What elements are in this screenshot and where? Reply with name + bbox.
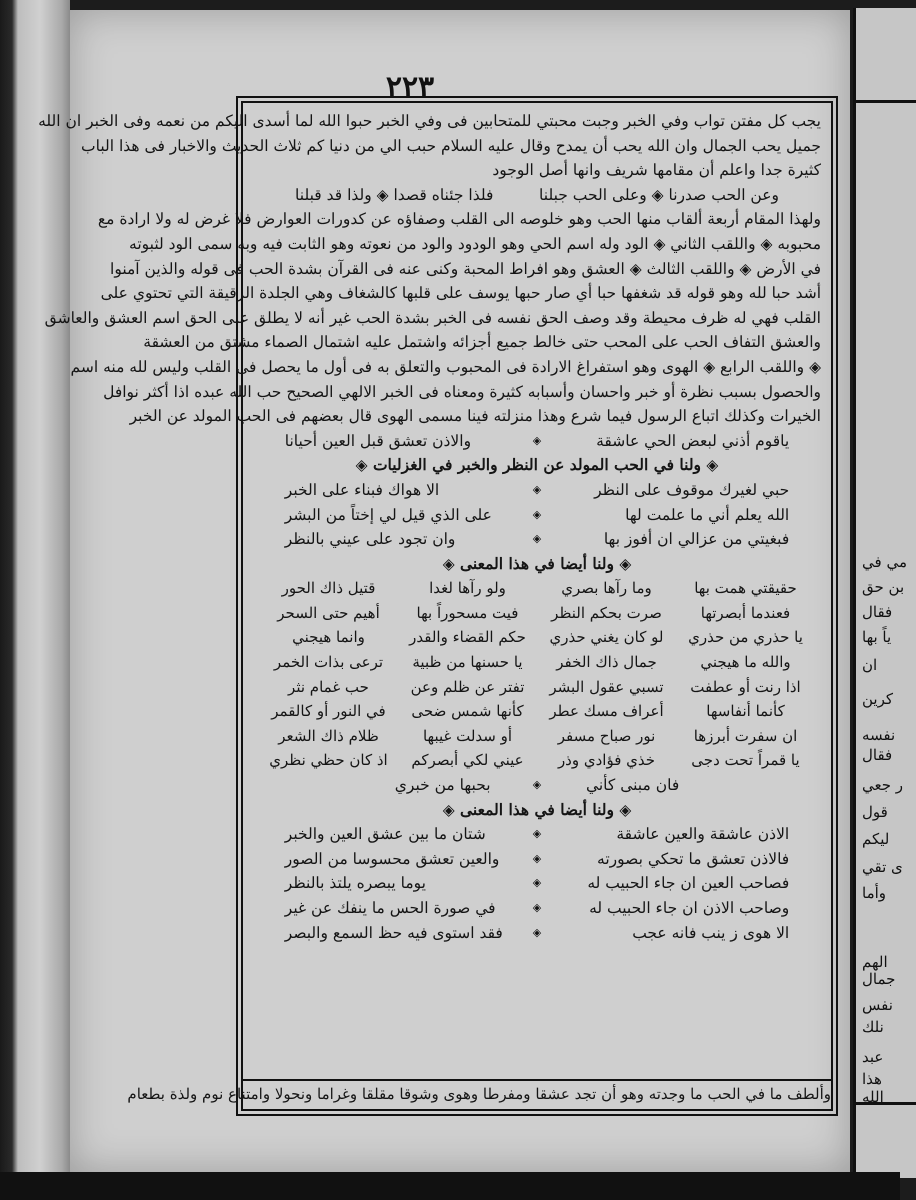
adjacent-page-fragment: الله — [862, 1088, 884, 1106]
verse-segment: أو سدلت غيبها — [422, 726, 513, 745]
verse-segment: تسبي عقول البشر — [549, 677, 664, 696]
prose-line: ◈ واللقب الرابع ◈ الهوى وهو استفراغ الارادة فى المحبوب والتعلق به فى أول ما يحصل فى القلب وليس لله منه اسم — [70, 357, 821, 376]
adjacent-page-fragment: ان — [862, 656, 878, 674]
verse-segment: فعندما أبصرتها — [700, 603, 791, 622]
adjacent-page-fragment: كرين — [862, 690, 894, 708]
verse-segment: يا حذري من حذري — [688, 628, 803, 647]
prose-line: محبوبه ◈ واللقب الثاني ◈ الود وله اسم الحي وهو الودود والود من نعوته وهو الثابت فيه وبه سمى الود لثبوته — [129, 234, 821, 253]
verse-segment: كأنما أنفاسها — [706, 702, 785, 721]
verse-hemistich: في صورة الحس ما ينفك عن غير — [284, 899, 496, 917]
verse-hemistich: وان تجود على عيني بالنظر — [284, 530, 456, 549]
adjacent-page-fragment: جمال — [862, 970, 896, 988]
book-gutter — [0, 0, 70, 1200]
star-separator-icon: ◈ — [532, 827, 542, 841]
prose-line: ولهذا المقام أربعة ألقاب منها الحب وهو خلوصه الى القلب وصفاؤه عن كدورات العوارض فلا غرض له ولا ارادة مع — [97, 210, 821, 229]
verse-line — [253, 871, 821, 896]
verse-segment: يا قمراً تحت دجى — [691, 751, 800, 770]
verse-hemistich: فقد استوى فيه حظ السمع والبصر — [284, 923, 503, 942]
star-separator-icon: ◈ — [532, 433, 542, 447]
adjacent-page-fragment: هذا — [862, 1070, 882, 1088]
star-separator-icon: ◈ — [532, 901, 542, 914]
adjacent-page-fragment: عبد — [862, 1048, 884, 1066]
prose-line: والعشق التفاف الحب على المحب حتى خالط جميع أجزائه واشتمل عليه اشتمال الصماء مشتق من العشقة — [143, 333, 821, 352]
adjacent-page-fragment: نلك — [862, 1018, 884, 1036]
verse-segment: عيني لكي أبصركم — [411, 751, 524, 770]
verse-line — [253, 699, 821, 724]
adjacent-page-fragment: وأما — [862, 884, 887, 902]
section-heading: ◈ ولنا أيضا في هذا المعنى ◈ — [442, 553, 632, 573]
verse-line — [253, 847, 821, 872]
adjacent-page-fragment: بن حق — [862, 578, 905, 596]
verse-segment: وانما هيجني — [292, 628, 365, 647]
main-text — [38, 109, 831, 945]
prose-line: أشد حبا لله وهو قوله قد شغفها حبا أي صار حبها يوسف على قلبها كالشغاف وهي الجلدة الرقيقة التي تحتوي على — [100, 284, 821, 303]
verse-hemistich: الاذن عاشقة والعين عاشقة — [616, 825, 790, 844]
verse-segment: حكم القضاء والقدر — [409, 628, 526, 647]
prose-line: يجب كل مفتن تواب وفي الخبر وجبت محبتي للمتحابين فى وفي الخبر حبوا الله لما أسدى اليكم من نعمه وفى الخبر ان الله — [38, 112, 821, 130]
verse-hemistich: بحبها من خبري — [394, 776, 491, 795]
verse-line — [253, 748, 821, 773]
verse-segment: حقيقتي همت بها — [694, 579, 797, 598]
verse-segment: اذ كان حظي نظري — [269, 751, 388, 770]
prose-line: في الأرض ◈ واللقب الثالث ◈ العشق وهو افراط المحبة وكنى عنه فى القرآن بشدة الحب فى قوله والذين آمنوا — [110, 259, 821, 278]
adjacent-page-fragment: قول — [862, 803, 888, 821]
verse-hemistich: وصاحب الاذن ان جاء الحبيب له — [589, 899, 790, 917]
verse-line — [253, 576, 821, 601]
prose-line: القلب فهي له ظرف محيطة وقد وصف الحق نفسه فى الخبر بشدة الحب غير أنه لا يطلق على الحق اسم العشق والعاشق — [44, 308, 821, 327]
verse-hemistich: الا هوى ز ينب فانه عجب — [632, 923, 790, 942]
adjacent-page-fragment: نفس — [862, 996, 893, 1014]
verse-segment: في النور أو كالقمر — [271, 702, 386, 721]
star-separator-icon: ◈ — [532, 851, 542, 865]
verse-line — [253, 724, 821, 749]
verse-hemistich: الا هواك فبناء على الخبر — [284, 480, 440, 499]
section-heading: ◈ ولنا في الحب المولد عن النظر والخبر في الغزليات ◈ — [355, 455, 719, 475]
adjacent-page-fragment: فقال — [862, 746, 893, 764]
verse-segment: كأنها شمس ضحى — [411, 702, 524, 721]
verse-hemistich: الله يعلم أني ما علمت لها — [625, 505, 790, 524]
verse-line — [253, 650, 821, 675]
verse-line — [253, 896, 821, 921]
prose-line: جميل يحب الجمال وان الله يحب أن يمدح وقال عليه السلام حبب الي من دنيا كم ثلاث الحديث والاخبار فى هذا الباب — [81, 136, 821, 155]
verse-hemistich: شتان ما بين عشق العين والخبر — [284, 825, 486, 844]
verse-segment: أعراف مسك عطر — [549, 702, 664, 721]
star-separator-icon: ◈ — [532, 507, 542, 521]
verse-line — [253, 183, 821, 208]
page-number: ٢٢٣ — [385, 70, 435, 105]
verse-segment: يا حسنها من ظبية — [412, 653, 523, 672]
star-separator-icon: ◈ — [532, 876, 542, 890]
verse-line — [253, 429, 821, 454]
verse-line — [253, 822, 821, 847]
adjacent-page-fragment: ى تقي — [862, 858, 903, 876]
prose-line: والحصول بسبب نظرة أو خبر واحسان وأسبابه كثيرة ومعناه فى الخبر الالهي الصحيح حب الله عبده اذا أكثر نوافل — [103, 382, 821, 401]
verse-hemistich: والاذن تعشق قبل العين أحيانا — [284, 431, 472, 450]
adjacent-page-rule — [856, 100, 916, 103]
verse-line — [253, 625, 821, 650]
verse-line — [253, 773, 821, 798]
verse-line — [253, 601, 821, 626]
verse-segment: ترعى بذات الخمر — [273, 653, 384, 672]
verse-hemistich: يوما يبصره يلتذ بالنظر — [284, 874, 426, 893]
verse-hemistich: ياقوم أذني لبعض الحي عاشقة — [596, 431, 790, 450]
verse-segment: تفتر عن ظلم وعن — [410, 677, 525, 696]
verse-hemistich: فالاذن تعشق ما تحكي بصورته — [597, 849, 790, 868]
adjacent-page-fragment: الهم — [862, 953, 888, 971]
prose-line: الخيرات وكذلك اتباع الرسول فيما شرع وهذا منزلته فينا مسمى الهوى قال بعضهم فى الحب المولد عن الخبر — [129, 407, 821, 426]
verse-segment: جمال ذاك الخفر — [556, 653, 657, 672]
footer-line: وألطف ما في الحب ما وجدته وهو أن تجد عشقا ومفرطا وهوى وشوقا مقلقا وغراما ونحولا وامتناع نوم ولذة بطعام — [243, 1079, 831, 1109]
verse-hemistich: وعن الحب صدرنا ◈ وعلى الحب جبلنا — [539, 185, 779, 204]
verse-line — [253, 527, 821, 552]
verse-segment: ولو رآها لغدا — [429, 579, 506, 598]
verse-hemistich: فلذا جئناه قصدا ◈ ولذا قد قبلنا — [295, 185, 494, 204]
verse-hemistich: فصاحب العين ان جاء الحبيب له — [587, 874, 790, 893]
verse-segment: والله ما هيجني — [700, 653, 791, 672]
scan-bottom-edge — [0, 1172, 900, 1200]
verse-hemistich: على الذي قيل لي إختاً من البشر — [284, 505, 492, 524]
adjacent-page-fragment: ر جعي — [862, 776, 904, 794]
verse-segment: اذا رنت أو عطفت — [690, 677, 801, 696]
verse-line — [253, 478, 821, 503]
star-separator-icon: ◈ — [532, 925, 542, 939]
verse-hemistich: والعين تعشق محسوسا من الصور — [284, 849, 500, 868]
text-frame — [38, 96, 838, 1116]
adjacent-page-fragment: فقال — [862, 603, 893, 621]
verse-line — [253, 503, 821, 528]
star-separator-icon: ◈ — [532, 532, 542, 546]
verse-segment: أهيم حتى السحر — [277, 603, 380, 622]
adjacent-page-fragment: ياً بها — [862, 628, 892, 646]
verse-segment: ان سفرت أبرزها — [693, 726, 798, 745]
verse-segment: صرت بحكم النظر — [551, 603, 662, 622]
adjacent-page-fragment: مي في — [862, 553, 907, 571]
verse-line — [253, 921, 821, 946]
verse-segment: قتيل ذاك الحور — [281, 579, 376, 598]
verse-segment: وما رآها بصري — [561, 579, 652, 598]
section-heading: ◈ ولنا أيضا في هذا المعنى ◈ — [442, 799, 632, 819]
verse-segment: نور صباح مسفر — [557, 726, 656, 745]
adjacent-page-fragment: ليكم — [862, 830, 890, 848]
verse-segment: فيت مسحوراً بها — [416, 603, 519, 622]
star-separator-icon: ◈ — [532, 778, 542, 792]
adjacent-page — [853, 8, 916, 1178]
verse-hemistich: فبغيتي من عزالي ان أفوز بها — [603, 530, 790, 549]
verse-segment: ظلام ذاك الشعر — [278, 726, 379, 745]
verse-segment: خذي فؤادي وذر — [557, 751, 656, 770]
verse-line — [253, 675, 821, 700]
star-separator-icon: ◈ — [532, 482, 542, 496]
book-page — [38, 10, 850, 1172]
prose-line: كثيرة جدا واعلم أن مقامها شريف وانها أصل الوجود — [492, 161, 821, 180]
verse-segment: لو كان يغني حذري — [549, 628, 664, 647]
verse-hemistich: فان مبنى كأني — [585, 776, 680, 795]
verse-segment: حب غمام نثر — [288, 677, 369, 696]
adjacent-page-fragment: نفسه — [862, 726, 896, 744]
verse-hemistich: حبي لغيرك موقوف على النظر — [594, 480, 790, 499]
text-frame-inner — [38, 101, 833, 1111]
